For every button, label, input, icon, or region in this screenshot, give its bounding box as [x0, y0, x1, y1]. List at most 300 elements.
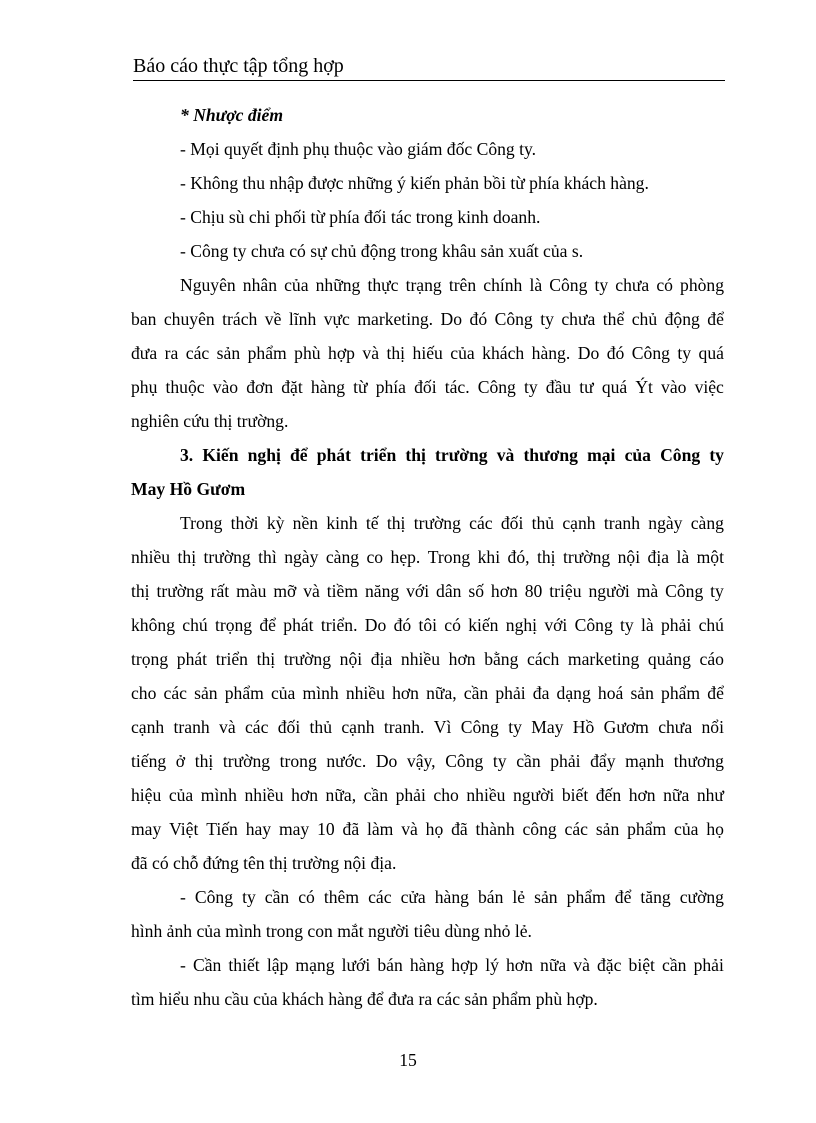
word: thì — [258, 547, 277, 567]
word: lưới — [341, 955, 371, 975]
word: vào — [661, 377, 687, 397]
word: người — [512, 785, 555, 805]
word: trường — [413, 513, 461, 533]
word: cường — [679, 887, 724, 907]
word: với — [544, 615, 568, 635]
word: trạng — [405, 275, 442, 295]
word: Do — [440, 309, 463, 329]
word: tế — [365, 513, 379, 533]
word: cho — [433, 785, 459, 805]
word: phẩm — [247, 343, 287, 363]
word: càng — [325, 547, 360, 567]
word: bán — [477, 887, 504, 907]
word: kiến — [468, 615, 499, 635]
word: đẩy — [590, 751, 616, 771]
word: phòng — [680, 275, 724, 295]
word: tranh — [603, 513, 640, 533]
word: thị — [536, 547, 556, 567]
word: Ýt — [635, 377, 653, 397]
word: triển — [360, 445, 397, 465]
word: sản — [194, 683, 218, 703]
cause-paragraph-line — [131, 370, 724, 404]
weakness-bullet: - Không thu nhập được những ý kiến phản bồi từ phía khách hàng. — [180, 173, 649, 193]
word: hẹp. — [390, 547, 421, 567]
word: để — [707, 683, 724, 703]
word: địa — [647, 547, 670, 567]
word: đến — [595, 785, 622, 805]
word: nhiều — [244, 785, 284, 805]
word: địa — [370, 649, 393, 669]
word: hơn — [392, 683, 419, 703]
word: phẩm — [224, 683, 264, 703]
word: lĩnh — [288, 309, 317, 329]
word: biệt — [628, 955, 655, 975]
word: ty — [677, 343, 692, 363]
word: có — [656, 275, 673, 295]
word: 10 — [317, 819, 335, 839]
word: co — [366, 547, 384, 567]
word: lẻ — [512, 887, 526, 907]
word: thị — [177, 547, 197, 567]
word: nữa — [663, 785, 690, 805]
word: Công — [665, 581, 704, 601]
word: hàng — [409, 955, 445, 975]
word: Gươm — [603, 717, 649, 737]
recommendation-bullet — [180, 948, 724, 982]
word: màu — [236, 581, 267, 601]
word: người — [588, 581, 630, 601]
word: sản — [216, 343, 241, 363]
word: tư — [579, 377, 594, 397]
word: sản — [534, 887, 558, 907]
word: đó — [606, 343, 625, 363]
word: chuyên — [163, 309, 215, 329]
word: ban — [131, 309, 157, 329]
word: hàng — [310, 377, 346, 397]
word: thời — [230, 513, 259, 533]
word: hơn — [291, 785, 319, 805]
word: hơn — [628, 785, 656, 805]
word: để — [707, 309, 724, 329]
word: trên — [448, 275, 477, 295]
word: thêm — [323, 887, 360, 907]
word: một — [696, 547, 724, 567]
recommendation-paragraph-line — [131, 710, 724, 744]
word: nghị — [505, 615, 538, 635]
word: làm — [366, 819, 394, 839]
word: dân — [436, 581, 462, 601]
word: và — [303, 581, 320, 601]
word: hiếu — [412, 343, 443, 363]
word: hiệu — [131, 785, 162, 805]
word: và — [362, 343, 379, 363]
word: mạnh — [625, 751, 665, 771]
word: khi — [477, 547, 501, 567]
word: quá — [698, 343, 724, 363]
word: các — [163, 683, 187, 703]
word: Nguyên — [180, 275, 236, 295]
page-number: 15 — [399, 1050, 417, 1070]
word: marketing. — [357, 309, 434, 329]
word: tăng — [640, 887, 671, 907]
word: đối — [277, 717, 301, 737]
word: vậy, — [406, 751, 436, 771]
word: ở — [175, 751, 186, 771]
word: phải — [395, 785, 426, 805]
word: - — [180, 887, 186, 907]
word: - — [180, 955, 186, 975]
word: phẩm — [627, 819, 667, 839]
word: với — [406, 581, 430, 601]
recommendation-paragraph-line — [131, 676, 724, 710]
word: hơn — [490, 581, 518, 601]
word: nhiều — [345, 683, 385, 703]
word: mình — [302, 683, 339, 703]
word: thương — [673, 751, 724, 771]
word: đặt — [281, 377, 303, 397]
word: và — [401, 819, 418, 839]
word: những — [315, 275, 361, 295]
word: nghị — [247, 445, 281, 465]
word: cần — [662, 955, 687, 975]
word: Trong — [427, 547, 471, 567]
word: dạng — [556, 683, 591, 703]
word: cửa — [400, 887, 426, 907]
word: tiềm — [326, 581, 359, 601]
word: marketing — [567, 649, 640, 669]
word: cần — [516, 751, 541, 771]
recommendation-paragraph-line — [180, 506, 724, 540]
word: kỳ — [266, 513, 285, 533]
recommendation-paragraph-line — [131, 744, 724, 778]
word: Do — [375, 751, 398, 771]
word: trường — [156, 581, 204, 601]
word: trọng — [131, 649, 169, 669]
word: Hồ — [572, 717, 595, 737]
word: quá — [601, 377, 628, 397]
word: của — [450, 343, 475, 363]
word: để — [259, 615, 276, 635]
word: mà — [636, 581, 659, 601]
word: trường — [222, 751, 271, 771]
word: cạnh — [341, 717, 375, 737]
word: triệu — [549, 581, 582, 601]
word: hàng — [434, 887, 469, 907]
word: tôi — [418, 615, 438, 635]
word: phẩm — [566, 887, 606, 907]
word: các — [368, 887, 392, 907]
word: Công — [549, 275, 588, 295]
word: nội — [339, 649, 363, 669]
word: 80 — [524, 581, 543, 601]
word: tác. — [444, 377, 470, 397]
word: Cần — [192, 955, 222, 975]
word: để — [614, 887, 632, 907]
word: họ — [706, 819, 724, 839]
word: các — [185, 343, 210, 363]
word: đã — [451, 819, 468, 839]
word: đã — [342, 819, 360, 839]
word: vực — [323, 309, 350, 329]
word: chú — [698, 615, 724, 635]
word: công — [522, 819, 557, 839]
word: hợp — [328, 343, 355, 363]
word: thủ — [309, 717, 333, 737]
word: phải — [550, 751, 581, 771]
word: hơn — [506, 955, 533, 975]
word: ty — [709, 445, 724, 465]
word: ty — [710, 581, 724, 601]
cause-paragraph-line — [131, 336, 724, 370]
word: ty — [540, 309, 554, 329]
word: thủ — [531, 513, 555, 533]
word: phải — [495, 683, 526, 703]
word: đưa — [131, 343, 158, 363]
word: hợp — [451, 955, 479, 975]
word: triển. — [320, 615, 358, 635]
word: các — [564, 819, 588, 839]
word: thị — [256, 649, 276, 669]
recommendation-paragraph-line — [131, 574, 724, 608]
word: đối — [500, 513, 524, 533]
word: trách — [222, 309, 258, 329]
word: có — [298, 887, 315, 907]
word: sản — [630, 683, 654, 703]
word: lý — [485, 955, 499, 975]
word: tiếng — [131, 751, 167, 771]
word: Công — [445, 751, 484, 771]
word: ty — [594, 275, 609, 295]
word: thị — [386, 513, 406, 533]
cause-paragraph-line — [180, 268, 724, 302]
word: Tiến — [206, 819, 238, 839]
word: biết — [561, 785, 589, 805]
recommendation-bullet — [180, 880, 724, 914]
word: đầu — [545, 377, 572, 397]
word: trường — [435, 445, 488, 465]
word: Công — [660, 445, 701, 465]
weakness-bullet: - Chịu sù chi phối từ phía đối tác trong kinh doanh. — [180, 207, 541, 227]
word: trong — [279, 751, 317, 771]
word: thể — [602, 309, 625, 329]
word: hơn — [448, 649, 476, 669]
recommendation-paragraph-line: đã có chỗ đứng tên thị trường nội địa. — [131, 853, 397, 873]
word: thiết — [228, 955, 260, 975]
word: ty — [508, 717, 522, 737]
word: May — [531, 717, 564, 737]
word: quảng — [647, 649, 691, 669]
cause-paragraph-line — [131, 302, 724, 336]
word: phải — [660, 615, 692, 635]
word: phẩm — [661, 683, 701, 703]
word: cho — [131, 683, 157, 703]
word: đó, — [507, 547, 530, 567]
word: Trong — [180, 513, 223, 533]
recommendation-paragraph-line — [131, 642, 724, 676]
word: việc — [694, 377, 724, 397]
word: nữa, — [426, 683, 457, 703]
word: ty — [242, 887, 256, 907]
word: mỡ — [273, 581, 297, 601]
word: sản — [595, 819, 620, 839]
word: nữa — [540, 955, 567, 975]
word: chưa — [615, 275, 650, 295]
word: cần — [264, 887, 290, 907]
word: chưa — [658, 717, 693, 737]
word: càng — [690, 513, 724, 533]
word: thị — [194, 751, 214, 771]
word: đó — [393, 615, 412, 635]
word: ty — [492, 751, 507, 771]
word: thị — [405, 445, 426, 465]
word: 3. — [180, 445, 194, 465]
word: chủ — [631, 309, 658, 329]
word: của — [674, 819, 699, 839]
word: bán — [377, 955, 403, 975]
word: lập — [266, 955, 289, 975]
word: là — [641, 615, 654, 635]
word: chính — [483, 275, 523, 295]
word: chưa — [561, 309, 596, 329]
word: các — [469, 513, 493, 533]
word: Công — [574, 615, 613, 635]
word: Công — [631, 343, 670, 363]
recommendation-paragraph-line — [131, 540, 724, 574]
word: của — [624, 445, 651, 465]
word: hoá — [597, 683, 624, 703]
word: phía — [375, 377, 406, 397]
word: phù — [294, 343, 321, 363]
word: trường — [562, 547, 611, 567]
word: và — [219, 717, 236, 737]
word: thuộc — [165, 377, 205, 397]
word: Kiến — [202, 445, 239, 465]
word: của — [168, 785, 194, 805]
word: tranh — [173, 717, 210, 737]
word: nữa, — [325, 785, 357, 805]
word: số — [468, 581, 484, 601]
word: tranh. — [383, 717, 425, 737]
recommendation-heading — [180, 438, 724, 472]
word: năng — [364, 581, 400, 601]
word: để — [290, 445, 308, 465]
word: trường — [203, 547, 251, 567]
word: ra — [164, 343, 179, 363]
word: ngày — [648, 513, 683, 533]
word: mại — [587, 445, 616, 465]
word: của — [270, 683, 296, 703]
word: rất — [210, 581, 230, 601]
word: động — [664, 309, 700, 329]
word: Vì — [433, 717, 452, 737]
word: thị — [386, 343, 406, 363]
header-title: Báo cáo thực tập tổng hợp — [133, 55, 344, 77]
word: cần — [363, 785, 389, 805]
word: thị — [131, 581, 150, 601]
word: họ — [425, 819, 444, 839]
word: may — [278, 819, 310, 839]
word: mạng — [295, 955, 335, 975]
weakness-heading: * Nhược điểm — [180, 105, 284, 125]
word: như — [696, 785, 724, 805]
recommendation-bullet: tìm hiểu nhu cầu của khách hàng để đưa ra các sản phẩm phù hợp. — [131, 989, 598, 1009]
word: đa — [532, 683, 550, 703]
word: Việt — [169, 819, 199, 839]
word: đối — [414, 377, 437, 397]
word: đặc — [597, 955, 622, 975]
word: và — [573, 955, 590, 975]
word: thương — [523, 445, 578, 465]
word: kinh — [326, 513, 358, 533]
word: có — [444, 615, 461, 635]
word: trọng — [214, 615, 253, 635]
word: nổi — [701, 717, 724, 737]
word: Do — [364, 615, 387, 635]
word: nhiều — [400, 649, 441, 669]
recommendation-paragraph-line — [131, 608, 724, 642]
word: Do — [577, 343, 600, 363]
word: nền — [292, 513, 319, 533]
weakness-bullet: - Mọi quyết định phụ thuộc vào giám đốc Công ty. — [180, 139, 537, 159]
word: phát — [176, 649, 208, 669]
word: nhiều — [131, 547, 171, 567]
word: chú — [182, 615, 208, 635]
word: thực — [367, 275, 399, 295]
weakness-bullet: - Công ty chưa có sự chủ động trong khâu sản xuất của s. — [180, 241, 584, 261]
word: các — [244, 717, 269, 737]
word: ty — [523, 377, 538, 397]
word: phát — [316, 445, 351, 465]
word: của — [284, 275, 309, 295]
word: phát — [283, 615, 314, 635]
word: phải — [693, 955, 724, 975]
word: về — [264, 309, 282, 329]
word: mình — [200, 785, 237, 805]
word: thành — [475, 819, 515, 839]
word: triển — [215, 649, 248, 669]
cause-paragraph-line: nghiên cứu thị trường. — [131, 411, 289, 431]
word: là — [529, 275, 543, 295]
word: hàng. — [531, 343, 571, 363]
word: từ — [353, 377, 368, 397]
word: nội — [617, 547, 641, 567]
word: may — [131, 819, 162, 839]
word: cách — [527, 649, 560, 669]
word: ty — [620, 615, 634, 635]
word: nhiều — [466, 785, 506, 805]
word: khách — [482, 343, 525, 363]
word: là — [676, 547, 690, 567]
word: cần — [463, 683, 489, 703]
word: cáo — [699, 649, 724, 669]
recommendation-paragraph-line — [131, 812, 724, 846]
word: Công — [494, 309, 533, 329]
word: nước. — [326, 751, 367, 771]
recommendation-heading: May Hồ Gươm — [131, 479, 246, 499]
word: đơn — [246, 377, 274, 397]
word: hay — [245, 819, 272, 839]
page-header — [133, 52, 725, 81]
word: vào — [212, 377, 239, 397]
word: Công — [477, 377, 516, 397]
word: trường — [283, 649, 332, 669]
recommendation-bullet: hình ảnh của mình trong con mắt người tiêu dùng nhỏ lẻ. — [131, 921, 532, 941]
word: cạnh — [131, 717, 165, 737]
word: bằng — [484, 649, 519, 669]
word: Công — [460, 717, 499, 737]
word: không — [131, 615, 175, 635]
word: ngày — [284, 547, 319, 567]
